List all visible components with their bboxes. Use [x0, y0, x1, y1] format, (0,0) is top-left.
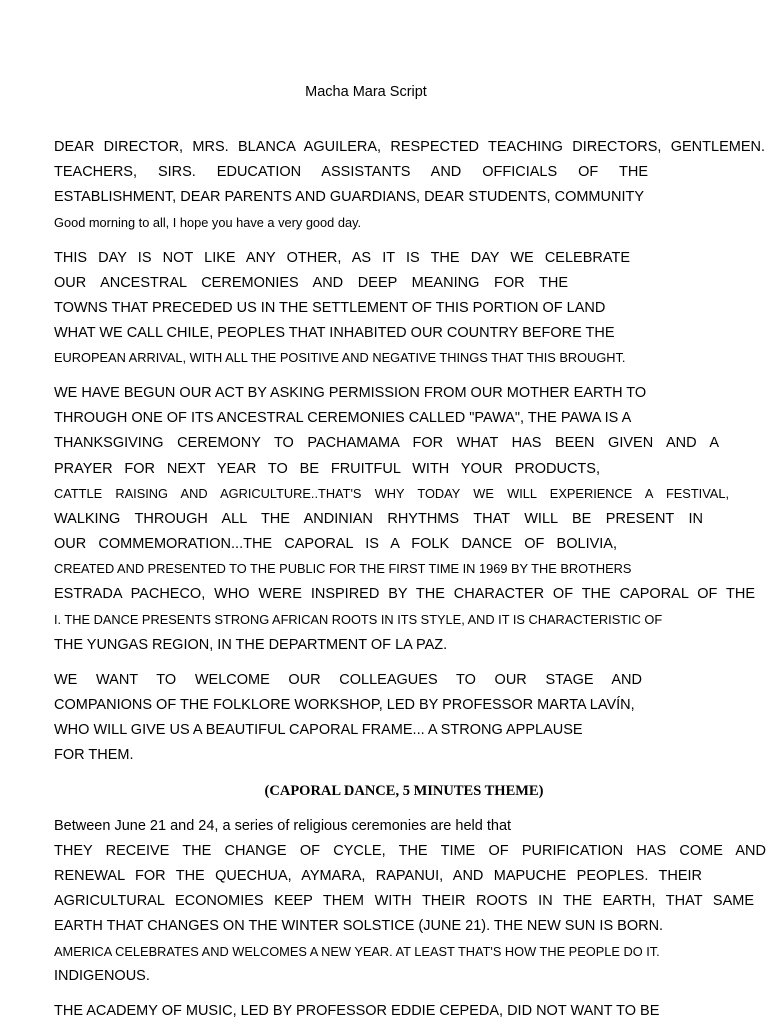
- stage-direction: (CAPORAL DANCE, 5 MINUTES THEME): [264, 783, 544, 799]
- text-line: OUR COMMEMORATION...THE CAPORAL IS A FOLK DANCE OF BOLIVIA,: [54, 536, 617, 552]
- text-line: Good morning to all, I hope you have a very good day.: [54, 215, 362, 230]
- text-line: EARTH THAT CHANGES ON THE WINTER SOLSTICE (JUNE 21). THE NEW SUN IS BORN.: [54, 918, 664, 934]
- text-line: WE HAVE BEGUN OUR ACT BY ASKING PERMISSION FROM OUR MOTHER EARTH TO: [54, 385, 647, 401]
- text-line: DEAR DIRECTOR, MRS. BLANCA AGUILERA, RESPECTED TEACHING DIRECTORS, GENTLEMEN.: [54, 139, 765, 155]
- text-line: WALKING THROUGH ALL THE ANDINIAN RHYTHMS THAT WILL BE PRESENT IN: [54, 511, 703, 527]
- text-line: PRAYER FOR NEXT YEAR TO BE FRUITFUL WITH YOUR PRODUCTS,: [54, 461, 600, 477]
- text-line: Between June 21 and 24, a series of religious ceremonies are held that: [54, 818, 512, 834]
- text-line: FOR THEM.: [54, 747, 134, 763]
- text-line: TEACHERS, SIRS. EDUCATION ASSISTANTS AND OFFICIALS OF THE: [54, 164, 648, 180]
- text-line: CREATED AND PRESENTED TO THE PUBLIC FOR THE FIRST TIME IN 1969 BY THE BROTHERS: [54, 561, 632, 576]
- text-line: THANKSGIVING CEREMONY TO PACHAMAMA FOR WHAT HAS BEEN GIVEN AND A: [54, 435, 719, 451]
- text-line: THE ACADEMY OF MUSIC, LED BY PROFESSOR EDDIE CEPEDA, DID NOT WANT TO BE: [54, 1003, 660, 1019]
- text-line: AGRICULTURAL ECONOMIES KEEP THEM WITH THEIR ROOTS IN THE EARTH, THAT SAME: [54, 893, 754, 909]
- page-title: Macha Mara Script: [305, 84, 427, 100]
- text-line: WHO WILL GIVE US A BEAUTIFUL CAPORAL FRAME... A STRONG APPLAUSE: [54, 722, 583, 738]
- text-line: WE WANT TO WELCOME OUR COLLEAGUES TO OUR STAGE AND: [54, 672, 642, 688]
- text-line: THE YUNGAS REGION, IN THE DEPARTMENT OF LA PAZ.: [54, 637, 448, 653]
- text-line: THEY RECEIVE THE CHANGE OF CYCLE, THE TIME OF PURIFICATION HAS COME AND: [54, 843, 766, 859]
- text-line: WHAT WE CALL CHILE, PEOPLES THAT INHABITED OUR COUNTRY BEFORE THE: [54, 325, 615, 341]
- text-line: THROUGH ONE OF ITS ANCESTRAL CEREMONIES CALLED "PAWA", THE PAWA IS A: [54, 410, 632, 426]
- text-line: RENEWAL FOR THE QUECHUA, AYMARA, RAPANUI, AND MAPUCHE PEOPLES. THEIR: [54, 868, 702, 884]
- text-line: OUR ANCESTRAL CEREMONIES AND DEEP MEANING FOR THE: [54, 275, 568, 291]
- text-line: THIS DAY IS NOT LIKE ANY OTHER, AS IT IS THE DAY WE CELEBRATE: [54, 250, 630, 266]
- text-line: I. THE DANCE PRESENTS STRONG AFRICAN ROOTS IN ITS STYLE, AND IT IS CHARACTERISTIC OF: [54, 612, 663, 627]
- text-line: COMPANIONS OF THE FOLKLORE WORKSHOP, LED BY PROFESSOR MARTA LAVÍN,: [54, 697, 635, 713]
- text-line: CATTLE RAISING AND AGRICULTURE..THAT'S WHY TODAY WE WILL EXPERIENCE A FESTIVAL,: [54, 486, 729, 501]
- text-line: INDIGENOUS.: [54, 968, 150, 984]
- text-line: AMERICA CELEBRATES AND WELCOMES A NEW YEAR. AT LEAST THAT'S HOW THE PEOPLE DO IT.: [54, 944, 660, 959]
- text-line: ESTRADA PACHECO, WHO WERE INSPIRED BY THE CHARACTER OF THE CAPORAL OF THE: [54, 586, 755, 602]
- text-line: EUROPEAN ARRIVAL, WITH ALL THE POSITIVE AND NEGATIVE THINGS THAT THIS BROUGHT.: [54, 350, 626, 365]
- text-line: ESTABLISHMENT, DEAR PARENTS AND GUARDIANS, DEAR STUDENTS, COMMUNITY: [54, 189, 645, 205]
- text-line: TOWNS THAT PRECEDED US IN THE SETTLEMENT OF THIS PORTION OF LAND: [54, 300, 606, 316]
